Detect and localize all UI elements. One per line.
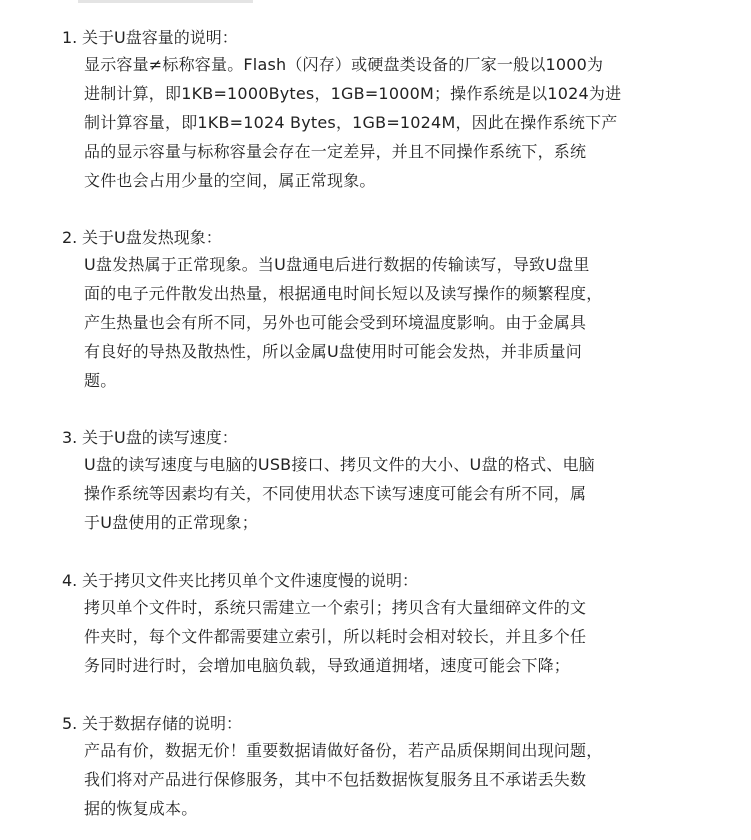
faq-item-body: [62, 593, 586, 680]
faq-item-number: 2.: [62, 228, 78, 247]
faq-body-line: 制计算容量，即1KB=1024 Bytes，1GB=1024M，因此在操作系统下产: [84, 113, 618, 132]
faq-body-line: 显示容量≠标称容量。Flash（闪存）或硬盘类设备的厂家一般以1000为: [84, 55, 604, 74]
faq-body-line: U盘的读写速度与电脑的USB接口、拷贝文件的大小、U盘的格式、电脑: [84, 455, 595, 474]
faq-item-number: 4.: [62, 571, 78, 590]
faq-body-line: 产品有价，数据无价！重要数据请做好备份，若产品质保期间出现问题，: [84, 741, 603, 760]
faq-body-line: 品的显示容量与标称容量会存在一定差异，并且不同操作系统下，系统: [84, 142, 587, 161]
faq-body-line: 我们将对产品进行保修服务，其中不包括数据恢复服务且不承诺丢失数: [84, 770, 587, 789]
faq-body-line: 进制计算，即1KB=1000Bytes，1GB=1000M；操作系统是以1024为进: [84, 84, 622, 103]
faq-body-line: 件夹时，每个文件都需要建立索引，所以耗时会相对较长，并且多个任: [84, 627, 587, 646]
faq-item-title: 关于U盘容量的说明：: [82, 28, 238, 47]
faq-item-body: [62, 250, 602, 395]
faq-body-line: 拷贝单个文件时，系统只需建立一个索引；拷贝含有大量细碎文件的文: [84, 598, 587, 617]
faq-item-title: 关于拷贝文件夹比拷贝单个文件速度慢的说明：: [82, 571, 419, 590]
faq-body-line: 务同时进行时，会增加电脑负载，导致通道拥堵，速度可能会下降；: [84, 656, 571, 675]
faq-item-number: 1.: [62, 28, 78, 47]
faq-body-line: 题。: [84, 371, 117, 390]
faq-item-title: 关于数据存储的说明：: [82, 714, 243, 733]
faq-body-line: 产生热量也会有所不同，另外也可能会受到环境温度影响。由于金属具: [84, 313, 587, 332]
faq-item-title: 关于U盘的读写速度：: [82, 428, 238, 447]
top-divider: [78, 0, 253, 3]
faq-item-copy-folder: [62, 569, 586, 680]
faq-body-line: 于U盘使用的正常现象；: [84, 513, 258, 532]
faq-item-capacity: [62, 26, 621, 195]
faq-body-line: 文件也会占用少量的空间，属正常现象。: [84, 171, 376, 190]
faq-item-body: [62, 50, 621, 195]
faq-item-number: 5.: [62, 714, 78, 733]
faq-item-heading: [62, 569, 586, 593]
faq-item-number: 3.: [62, 428, 78, 447]
faq-item-heading: [62, 26, 621, 50]
faq-item-heating: [62, 226, 602, 395]
faq-item-body: [62, 450, 595, 537]
faq-body-line: 据的恢复成本。: [84, 799, 198, 818]
faq-item-data-storage: [62, 712, 602, 823]
faq-item-heading: [62, 712, 602, 736]
faq-body-line: 操作系统等因素均有关，不同使用状态下读写速度可能会有所不同，属: [84, 484, 587, 503]
faq-item-heading: [62, 426, 595, 450]
faq-item-speed: [62, 426, 595, 537]
faq-body-line: U盘发热属于正常现象。当U盘通电后进行数据的传输读写，导致U盘里: [84, 255, 590, 274]
faq-item-body: [62, 736, 602, 823]
faq-body-line: 有良好的导热及散热性，所以金属U盘使用时可能会发热，并非质量问: [84, 342, 582, 361]
faq-item-heading: [62, 226, 602, 250]
faq-body-line: 面的电子元件散发出热量，根据通电时间长短以及读写操作的频繁程度，: [84, 284, 603, 303]
faq-item-title: 关于U盘发热现象：: [82, 228, 222, 247]
